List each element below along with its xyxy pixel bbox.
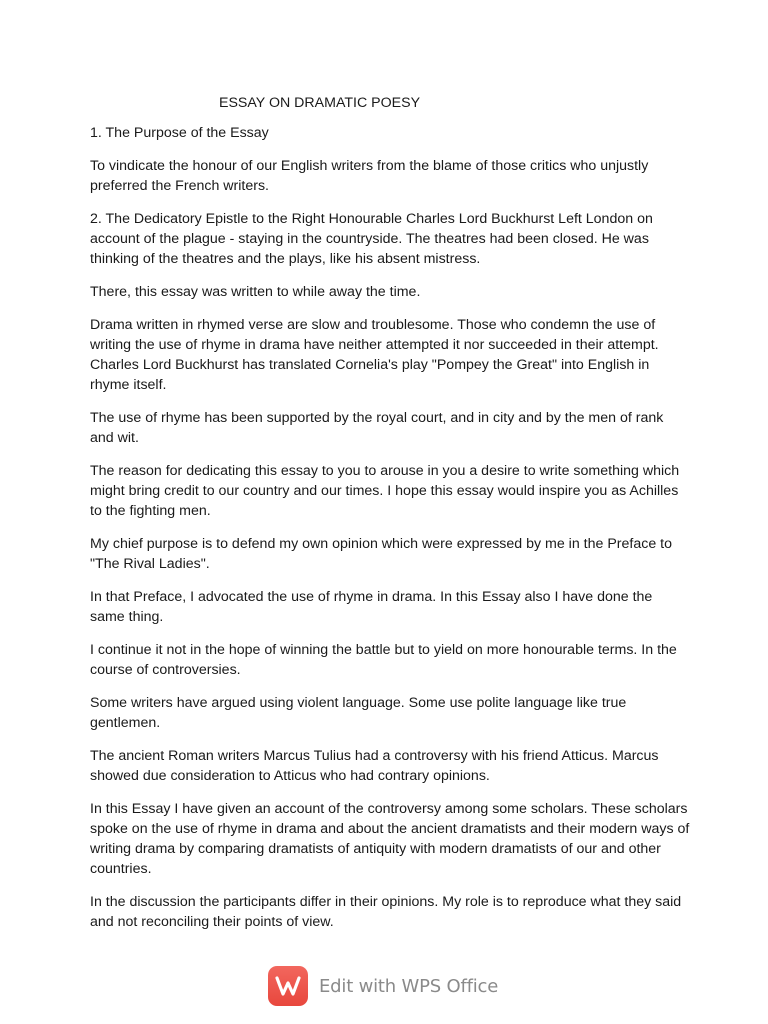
edit-with-wps-label: Edit with WPS Office [319, 975, 499, 997]
edit-with-wps-banner[interactable] [268, 966, 498, 1006]
document-body [90, 123, 690, 945]
paragraph: In this Essay I have given an account of the controversy among some scholars. These scholars spoke on the use of rhyme in drama and about the ancient dramatists and their modern ways of writing drama by comparing dramatists of antiquity with modern dramatists of our and other countries. [90, 801, 690, 877]
paragraph: Some writers have argued using violent language. Some use polite language like true gentlemen. [90, 695, 627, 731]
paragraph: The ancient Roman writers Marcus Tulius had a controversy with his friend Atticus. Marcus showed due consideration to Atticus who had contrary opinions. [90, 748, 659, 784]
wps-office-logo-icon [268, 966, 308, 1006]
paragraph: Drama written in rhymed verse are slow and troublesome. Those who condemn the use of writing the use of rhyme in drama have neither attempted it nor succeeded in their attempt. Charles Lord Buckhurst has translated Cornelia's play "Pompey the Great" into English in rhyme itself. [90, 317, 659, 393]
paragraph: The use of rhyme has been supported by the royal court, and in city and by the men of rank and wit. [90, 410, 664, 446]
paragraph: My chief purpose is to defend my own opinion which were expressed by me in the Preface to "The Rival Ladies". [90, 536, 672, 572]
document-title: ESSAY ON DRAMATIC POESY [219, 95, 421, 111]
paragraph: 2. The Dedicatory Epistle to the Right Honourable Charles Lord Buckhurst Left London on account of the plague - staying in the countryside. The theatres had been closed. He was thinking of the theatres and the plays, like his absent mistress. [90, 211, 653, 267]
paragraph: There, this essay was written to while away the time. [90, 284, 421, 300]
paragraph: To vindicate the honour of our English writers from the blame of those critics who unjustly preferred the French writers. [90, 158, 649, 194]
paragraph: I continue it not in the hope of winning the battle but to yield on more honourable terms. In the course of controversies. [90, 642, 677, 678]
paragraph: The reason for dedicating this essay to you to arouse in you a desire to write something which might bring credit to our country and our times. I hope this essay would inspire you as Achilles to the fighting men. [90, 463, 680, 519]
paragraph: In that Preface, I advocated the use of rhyme in drama. In this Essay also I have done the same thing. [90, 589, 653, 625]
paragraph-purpose-heading: 1. The Purpose of the Essay [90, 125, 269, 141]
paragraph: In the discussion the participants differ in their opinions. My role is to reproduce what they said and not reconciling their points of view. [90, 894, 682, 930]
